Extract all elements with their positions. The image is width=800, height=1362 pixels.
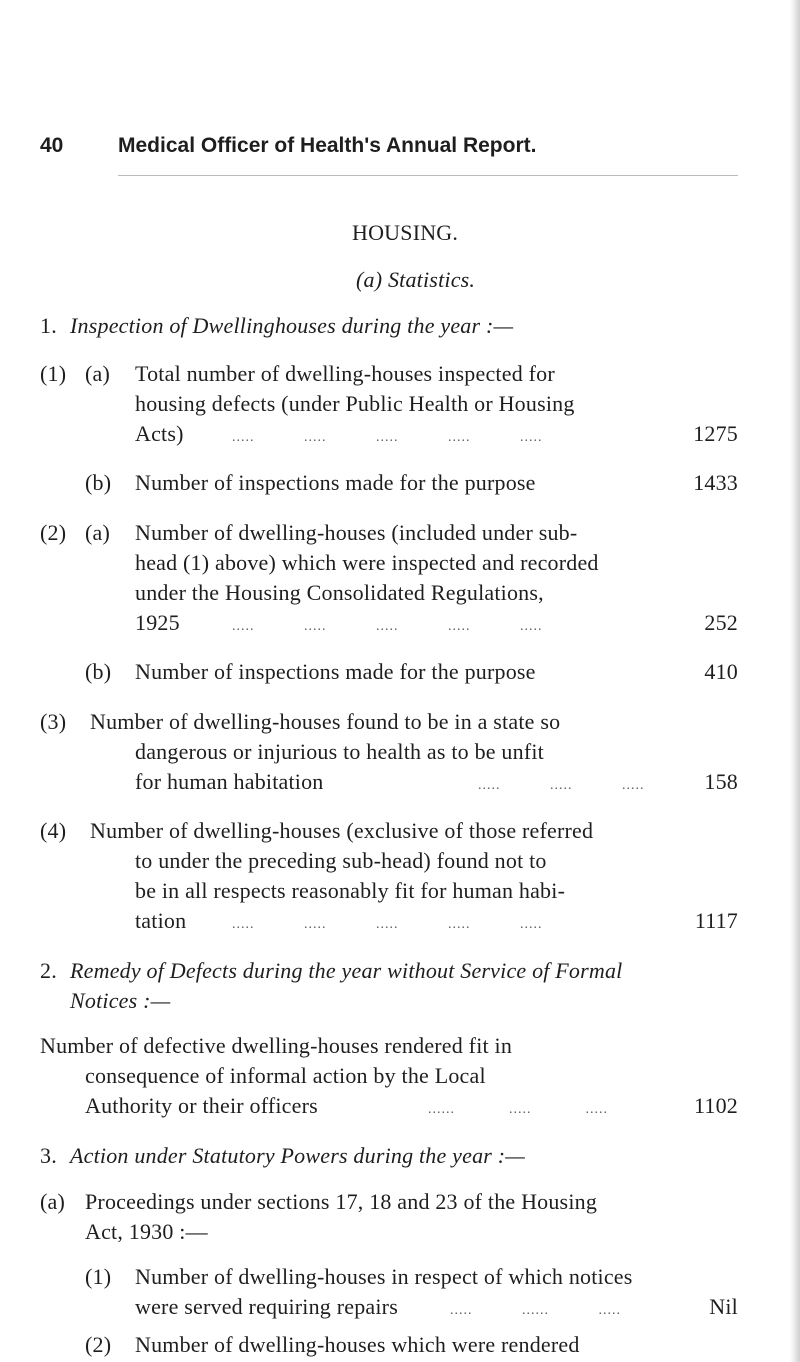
- running-header: Medical Officer of Health's Annual Report.: [118, 134, 537, 157]
- s1-item1a-value: 1275: [693, 421, 738, 446]
- s1-item1b-text: Number of inspections made for the purpose: [135, 470, 536, 495]
- s1-item4-value: 1117: [694, 908, 738, 933]
- s1-item4-line4: tation: [135, 908, 187, 933]
- s2-title-line1: Remedy of Defects during the year without Service of Formal: [70, 958, 623, 983]
- s2-title-line2: Notices :—: [70, 988, 171, 1013]
- s3-title: Action under Statutory Powers during the year :—: [70, 1143, 526, 1168]
- s3-item1-line2: were served requiring repairs: [135, 1294, 398, 1319]
- s1-item2a-line4: 1925: [135, 610, 180, 635]
- s2-line3: Authority or their officers: [85, 1093, 318, 1118]
- leader-dots: ..... ..... ..... ..... .....: [232, 430, 543, 445]
- s1-item4-line2: to under the preceding sub-head) found not to: [135, 848, 547, 873]
- s3-a-marker: (a): [40, 1189, 66, 1214]
- s1-number: 1.: [40, 313, 57, 338]
- s3-number: 3.: [40, 1143, 57, 1168]
- leader-dots: ..... ..... ..... ..... .....: [232, 917, 543, 932]
- s1-item1a-line2: housing defects (under Public Health or Housing: [135, 391, 575, 416]
- s1-item4-line1: Number of dwelling-houses (exclusive of those referred: [90, 818, 594, 843]
- s1-item1b-marker: (b): [85, 470, 112, 495]
- s1-item3-marker: (3): [40, 709, 67, 734]
- leader-dots: ..... ..... .....: [478, 778, 645, 793]
- s3-item1-marker: (1): [85, 1264, 112, 1289]
- subtitle: [356, 267, 475, 293]
- s1-item2b-text: Number of inspections made for the purpose: [135, 659, 536, 684]
- s1-item2a-marker: (a): [85, 520, 111, 545]
- subtitle-marker: (a): [356, 267, 383, 292]
- s3-a-line2: Act, 1930 :—: [85, 1219, 208, 1244]
- s1-item2a-line2: head (1) above) which were inspected and recorded: [135, 550, 599, 575]
- s1-item3-value: 158: [704, 769, 738, 794]
- leader-dots: ..... ..... ..... ..... .....: [232, 619, 543, 634]
- s1-item4-marker: (4): [40, 818, 67, 843]
- s1-item3-line3: for human habitation: [135, 769, 324, 794]
- s3-a-line1: Proceedings under sections 17, 18 and 23 of the Housing: [85, 1189, 598, 1214]
- page-edge-shadow: [790, 0, 800, 1362]
- subtitle-text: Statistics.: [387, 267, 476, 292]
- s3-item2-line1: Number of dwelling-houses which were rendered: [135, 1332, 580, 1357]
- s1-item2b-value: 410: [704, 659, 738, 684]
- s1-item1a-line1: Total number of dwelling-houses inspected for: [135, 361, 555, 386]
- s1-item2-marker: (2): [40, 520, 67, 545]
- leader-dots: ..... ...... .....: [450, 1303, 621, 1318]
- s1-item2b-marker: (b): [85, 659, 112, 684]
- s1-item2a-line1: Number of dwelling-houses (included under sub-: [135, 520, 578, 545]
- s1-item1b-value: 1433: [693, 470, 738, 495]
- section-title: HOUSING.: [352, 220, 459, 245]
- s3-item2-marker: (2): [85, 1332, 112, 1357]
- s1-title: Inspection of Dwellinghouses during the year :—: [70, 313, 514, 338]
- leader-dots: ...... ..... .....: [428, 1102, 608, 1117]
- page-number: 40: [40, 134, 64, 157]
- s1-item1a-marker: (a): [85, 361, 111, 386]
- s2-value: 1102: [694, 1093, 738, 1118]
- s3-item1-line1: Number of dwelling-houses in respect of which notices: [135, 1264, 633, 1289]
- s3-item1-value: Nil: [709, 1294, 738, 1319]
- s1-item3-line1: Number of dwelling-houses found to be in a state so: [90, 709, 561, 734]
- s2-line2: consequence of informal action by the Local: [85, 1063, 486, 1088]
- s1-item4-line3: be in all respects reasonably fit for human habi-: [135, 878, 566, 903]
- s1-item1a-line3: Acts): [135, 421, 184, 446]
- s1-item1-marker: (1): [40, 361, 67, 386]
- s1-item3-line2: dangerous or injurious to health as to be unfit: [135, 739, 544, 764]
- s1-item2a-value: 252: [704, 610, 738, 635]
- s1-item2a-line3: under the Housing Consolidated Regulations,: [135, 580, 544, 605]
- header-rule: [118, 175, 738, 176]
- s2-number: 2.: [40, 958, 57, 983]
- s2-line1: Number of defective dwelling-houses rendered fit in: [40, 1033, 513, 1058]
